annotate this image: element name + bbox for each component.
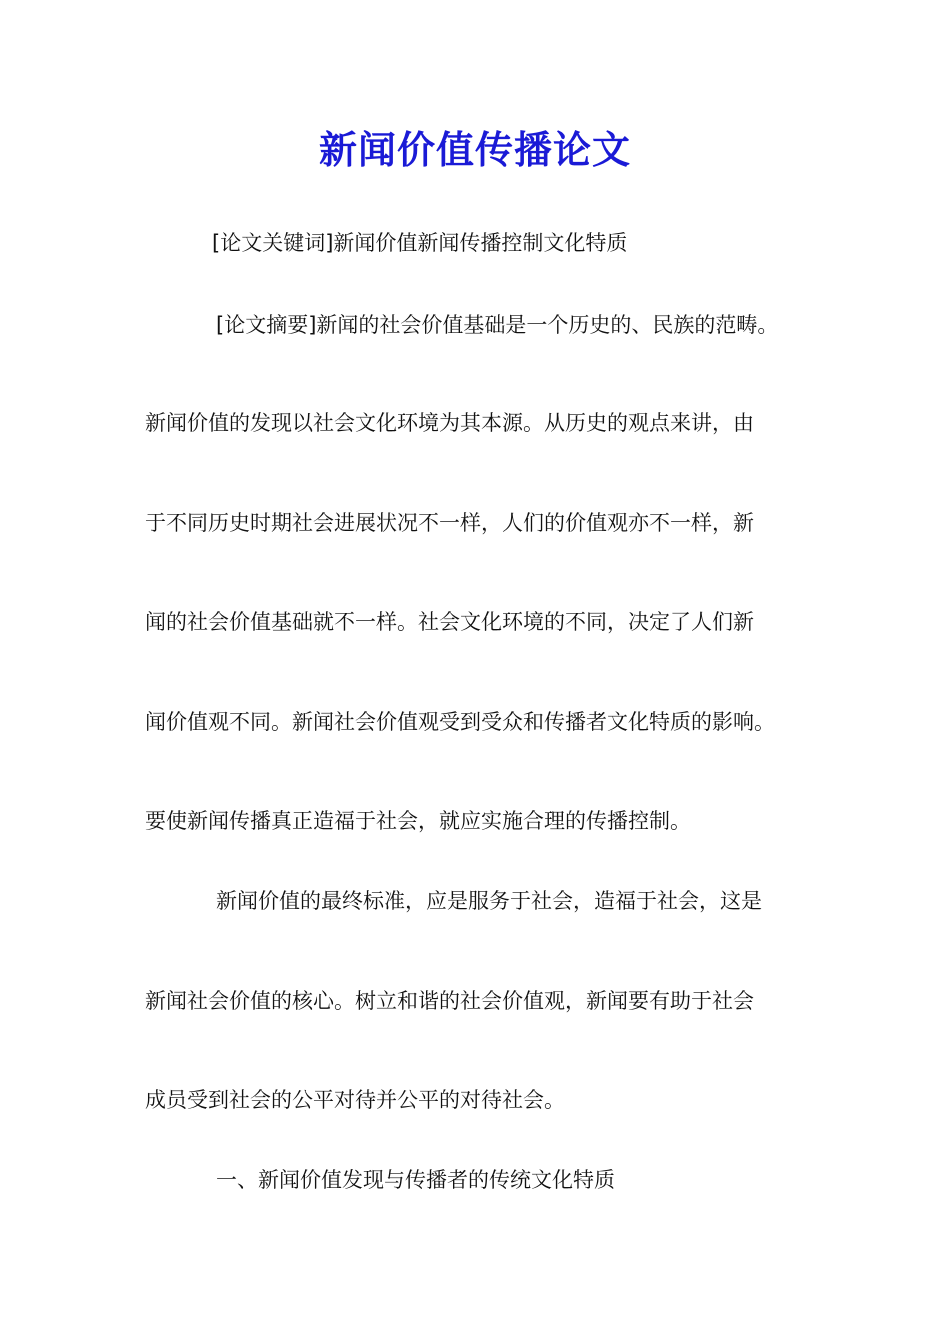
keywords-line: [论文关键词]新闻价值新闻传播控制文化特质: [212, 231, 628, 255]
paragraph-line-3: 成员受到社会的公平对待并公平的对待社会。: [145, 1088, 565, 1112]
section-heading: 一、新闻价值发现与传播者的传统文化特质: [216, 1168, 615, 1192]
document-title: 新闻价值传播论文: [318, 127, 631, 172]
abstract-line-3: 于不同历史时期社会进展状况不一样，人们的价值观亦不一样，新: [145, 511, 754, 535]
paragraph-line-1: 新闻价值的最终标准，应是服务于社会，造福于社会，这是: [216, 889, 762, 913]
paragraph-line-2: 新闻社会价值的核心。树立和谐的社会价值观，新闻要有助于社会: [145, 989, 754, 1013]
abstract-line-4: 闻的社会价值基础就不一样。社会文化环境的不同，决定了人们新: [145, 610, 754, 634]
abstract-line-6: 要使新闻传播真正造福于社会，就应实施合理的传播控制。: [145, 809, 691, 833]
abstract-line-5: 闻价值观不同。新闻社会价值观受到受众和传播者文化特质的影响。: [145, 710, 775, 734]
abstract-line-1: [论文摘要]新闻的社会价值基础是一个历史的、民族的范畴。: [216, 313, 779, 337]
abstract-line-2: 新闻价值的发现以社会文化环境为其本源。从历史的观点来讲，由: [145, 411, 754, 435]
